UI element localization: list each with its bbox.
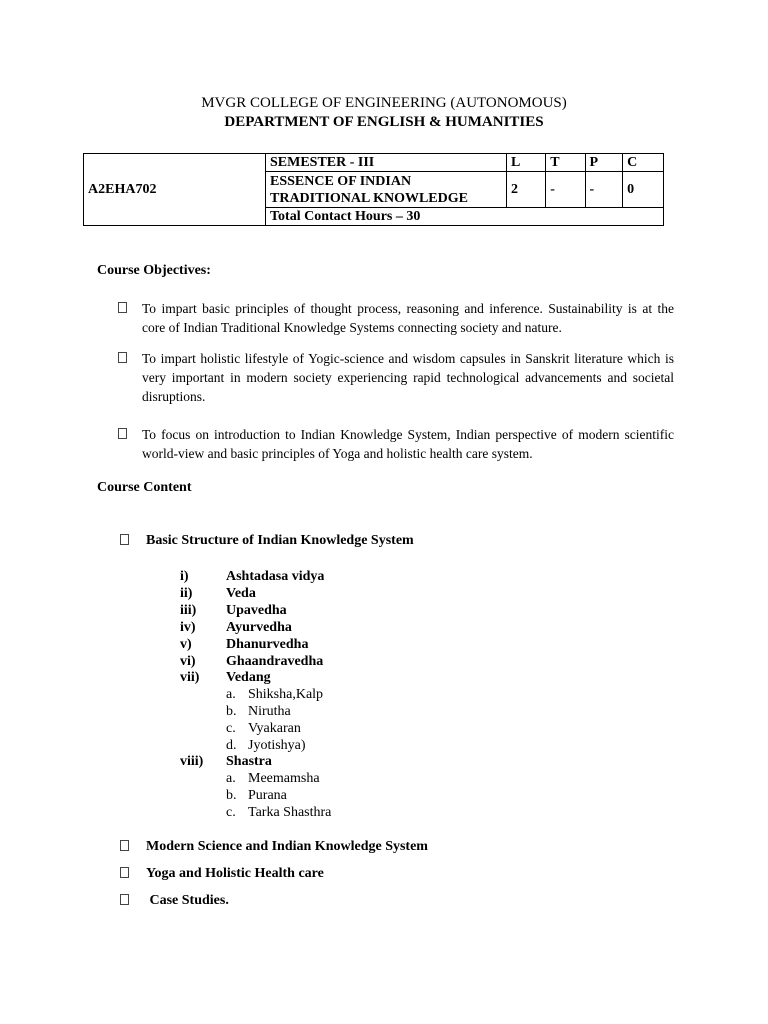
list-item-label: Ghaandravedha xyxy=(226,654,324,669)
bullet-box-icon xyxy=(120,867,129,878)
objective-item xyxy=(118,349,674,406)
list-item-label: Upavedha xyxy=(226,603,287,618)
topic-label: Modern Science and Indian Knowledge System xyxy=(146,839,428,854)
sub-item: Meemamsha xyxy=(248,771,320,786)
list-item-label: Ashtadasa vidya xyxy=(226,569,325,584)
topic-label: Case Studies. xyxy=(146,893,229,908)
sub-item: Jyotishya) xyxy=(248,738,306,753)
course-title-line-1: ESSENCE OF INDIAN xyxy=(270,173,412,189)
course-code: A2EHA702 xyxy=(84,154,266,226)
topic-item xyxy=(120,533,414,549)
value-p: - xyxy=(585,172,623,208)
sub-marker: c. xyxy=(226,805,236,820)
course-title-line-2: TRADITIONAL KNOWLEDGE xyxy=(270,190,468,206)
list-item-label: Dhanurvedha xyxy=(226,637,309,652)
sub-marker: b. xyxy=(226,788,237,803)
bullet-box-icon xyxy=(118,302,127,313)
objective-text: To focus on introduction to Indian Knowledge System, Indian perspective of modern scientific world-view and basic principles of Yoga and holistic health care system. xyxy=(142,427,674,461)
value-t: - xyxy=(546,172,585,208)
sub-item: Tarka Shasthra xyxy=(248,805,332,820)
bullet-box-icon xyxy=(118,428,127,439)
list-number: v) xyxy=(180,637,192,652)
list-item-label: Shastra xyxy=(226,754,272,769)
topic-item xyxy=(120,893,229,909)
department-name: DEPARTMENT OF ENGLISH & HUMANITIES xyxy=(224,114,544,130)
sub-item: Vyakaran xyxy=(248,721,301,736)
sub-marker: a. xyxy=(226,771,236,786)
header-l: L xyxy=(507,154,546,172)
list-number: ii) xyxy=(180,586,193,601)
bullet-box-icon xyxy=(120,534,129,545)
list-number: iv) xyxy=(180,620,196,635)
header-p: P xyxy=(585,154,623,172)
bullet-box-icon xyxy=(118,352,127,363)
list-number: vi) xyxy=(180,654,196,669)
semester-label: SEMESTER - III xyxy=(266,154,507,172)
college-name: MVGR COLLEGE OF ENGINEERING (AUTONOMOUS) xyxy=(201,95,567,111)
total-contact-hours: Total Contact Hours – 30 xyxy=(266,208,664,226)
list-item-label: Vedang xyxy=(226,670,271,685)
list-item-label: Veda xyxy=(226,586,256,601)
course-title xyxy=(266,172,507,208)
value-l: 2 xyxy=(507,172,546,208)
topic-item xyxy=(120,866,324,882)
header-c: C xyxy=(623,154,664,172)
objective-item xyxy=(118,425,674,463)
course-info-table xyxy=(83,153,664,226)
sub-marker: d. xyxy=(226,738,237,753)
sub-marker: a. xyxy=(226,687,236,702)
list-number: i) xyxy=(180,569,189,584)
sub-item: Nirutha xyxy=(248,704,291,719)
topic-label: Yoga and Holistic Health care xyxy=(146,866,324,881)
value-c: 0 xyxy=(623,172,664,208)
sub-item: Purana xyxy=(248,788,287,803)
sub-marker: c. xyxy=(226,721,236,736)
bullet-box-icon xyxy=(120,840,129,851)
objectives-heading: Course Objectives: xyxy=(97,263,211,278)
list-number: vii) xyxy=(180,670,200,685)
objective-text: To impart holistic lifestyle of Yogic-science and wisdom capsules in Sanskrit literature which is very important in modern society experiencing rapid technological advancements and societal disruptions. xyxy=(142,351,674,404)
sub-item: Shiksha,Kalp xyxy=(248,687,324,702)
bullet-box-icon xyxy=(120,894,129,905)
list-number: viii) xyxy=(180,754,204,769)
topic-item xyxy=(120,839,428,855)
list-number: iii) xyxy=(180,603,197,618)
objective-text: To impart basic principles of thought process, reasoning and inference. Sustainability is at the core of Indian Traditional Knowledge Systems connecting society and nature. xyxy=(142,301,674,335)
topic-label: Basic Structure of Indian Knowledge System xyxy=(146,533,414,548)
sub-marker: b. xyxy=(226,704,237,719)
content-heading: Course Content xyxy=(97,480,192,495)
list-item-label: Ayurvedha xyxy=(226,620,292,635)
objective-item xyxy=(118,299,674,337)
header-t: T xyxy=(546,154,585,172)
